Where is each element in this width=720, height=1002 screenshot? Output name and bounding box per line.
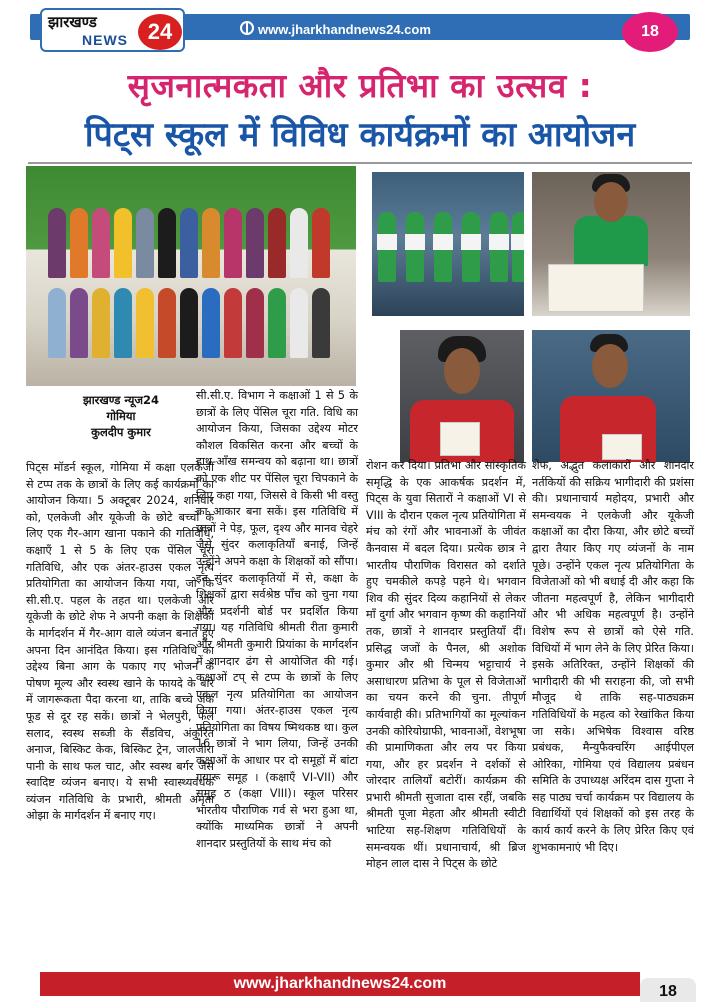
logo-text-news: NEWS [82,32,128,48]
photo-girl-with-umbrella-drawing [400,330,524,462]
globe-icon [240,21,254,35]
byline-author: कुलदीप कुमार [91,425,151,439]
masthead [0,8,720,48]
logo-text-hindi: झारखण्ड [48,13,97,31]
newspaper-logo[interactable] [40,8,185,52]
byline [26,392,216,440]
footer-website-link[interactable]: www.jharkhandnews24.com [233,975,447,992]
article-column-1: पिट्स मॉडर्न स्कूल, गोमिया में कक्षा एलकेजी से टप्प तक के छात्रों के लिए कई कार्यक्रमों का आयोजन किया। 5 अक्टूबर 2024, शनिवार को, एलकेजी और यूकेजी के छोटे बच्चों के लिए एक गैर-आग खाना पकाने की गतिविधि, कक्षाएँ 1 से 5 के लिए एक पेंसिल चूरा गतिविधि, और एक अंतर-हाउस एकल नृत्य प्रतियोगिता का आयोजन किया गया, जो कि सी.सी.ए. पहल के तहत था। एलकेजी और यूकेजी के छोटे शेफ ने अपनी कक्षा के शिक्षकों के मार्गदर्शन में गैर-आग वाले व्यंजन बनाते हुए अपना दिन आनंदित किया। इस गतिविधि का उद्देश्य बिना आग के पकाए गए भोजन के पोषण मूल्य और स्वस्थ खाने के फायदे के बारे में जागरूकता पैदा करना था, ताकि बच्चे जंक फूड से दूर रह सकें। छात्रों ने भेलपुरी, फल सलाद, स्वस्थ सब्जी के सैंडविच, अंकुरित अनाज, बिस्किट केक, बिस्किट ट्रेन, जालजीरा पानी के साथ फल चाट, और स्वस्थ बर्गर जैसे स्वादिष्ट व्यंजन बनाए। ये सभी स्वास्थ्यवर्धक व्यंजन गतिविधि के प्रभारी, श्रीमती अमृता ओझा के मार्गदर्शन में बनाए गए। [26,461,214,823]
footer-page-number: 18 [640,978,696,1002]
article-column-3: रोशन कर दिया। प्रतिभा और सांस्कृतिक समृद्धि के एक आकर्षक प्रदर्शन में, पिट्स के युवा सितारों ने कक्षाओं VI से VIII के दौरान एकल नृत्य प्रतियोगिता में मंच को रंगों और भावनाओं के जीवंत कैनवास में बदल दिया। प्रत्येक छात्र ने भारतीय पौराणिक विरासत को दर्शाते हुए चमकीले कपड़े पहने थे। भगवान शिव की सुंदर दिव्य कहानियों से लेकर माँ दुर्गा और भगवान कृष्ण की कहानियों तक, छात्रों ने शानदार प्रस्तुतियाँ दीं। प्रसिद्ध जजों के पैनल, श्री अशोक कुमार और श्री चिन्मय भट्टाचार्य ने असाधारण प्रतिभा के पूल से विजेताओं का चयन करने की चुना. तीपूर्ण कार्यवाही की। प्रतिभागियों का मूल्यांकन उनकी कोरियोग्राफी, भावनाओं, वेशभूषा की प्रामाणिकता और लय पर किया गया, और हर प्रदर्शन ने दर्शकों से जोरदार तालियाँ बटोरीं। कार्यक्रम की प्रभारी श्रीमती सुजाता दास रहीं, जबकि श्रीमती पूजा मेहता और श्रीमती स्वीटी भाटिया सह-शिक्षण गतिविधियों के समन्वयक थीं। प्रधानाचार्य, श्री ब्रिज मोहन लाल दास ने पिट्स के छोटे [366,459,526,871]
byline-place: गोमिया [106,409,136,423]
article-column-4: शेफ, अद्भुत कलाकारों और शानदार नर्तकियों की सक्रिय भागीदारी की प्रशंसा की। प्रधानाचार्य महोदय, प्रभारी और समन्वयक ने एलकेजी और यूकेजी कक्षाओं का दौरा किया, और छोटे बच्चों द्वारा तैयार किए गए व्यंजनों के नाम पूछे। उन्होंने एकल नृत्य प्रतियोगिता के विजेताओं को भी बधाई दी और कहा कि जीतना महत्वपूर्ण है, लेकिन भागीदारी और भी अधिक महत्वपूर्ण है। उन्होंने विशेष रूप से छात्रों को ऐसे गति. विधियों में भाग लेने के लिए प्रेरित किया। इसके अतिरिक्त, उन्होंने शिक्षकों की भागीदारी की भी सराहना की, जो सभी मौजूद थे ताकि सह-पाठ्यक्रम गतिविधियों के महत्व को रेखांकित किया जा सके। अभिषेक विश्वास वरिष्ठ प्रबंधक, मैन्युफैक्चरिंग आईपीएल ओरिका, गोमिया एवं विद्यालय प्रबंधन समिति के उपाध्यक्ष अरिंदम दास गुप्ता ने सह पाठ्य चर्चा कार्यक्रम पर विद्यालय के विद्यार्थियों एवं शिक्षकों को इस तरह के कार्य कार्य करने के लिए प्रेरित किए एवं शुभकामनाएं भी दिए। [532,459,694,854]
headline-line-2: पिट्स स्कूल में विविध कार्यक्रमों का आयोजन [84,115,636,155]
footer-bar [40,972,640,996]
group-photo-teachers-students [26,166,356,386]
photo-boy-with-peacock-drawing [532,172,690,316]
article-column-2: सी.सी.ए. विभाग ने कक्षाओं 1 से 5 के छात्रों के लिए पेंसिल चूरा गति. विधि का आयोजन किया, जिसका उद्देश्य मोटर कौशल विकसित करना और बच्चों के हाथ-आँख समन्वय को बढ़ाना था। छात्रों को एक शीट पर पेंसिल चूरा चिपकाने के लिए कहा गया, जिससे वे किसी भी वस्तु का आकार बना सकें। इस गतिविधि में छात्रों ने पेड़, फूल, दृश्य और मानव चेहरे जैसे सुंदर कलाकृतियाँ बनाई, जिन्हें उन्होंने अपने कक्षा के शिक्षकों को सौंपा। इन सुंदर कलाकृतियों में से, कक्षा के शिक्षकों द्वारा सर्वश्रेष्ठ पाँच को चुना गया और प्रदर्शनी बोर्ड पर प्रदर्शित किया गया। यह गतिविधि श्रीमती रीता कुमारी और श्रीमती कुमारी प्रियांका के मार्गदर्शन में शानदार ढंग से आयोजित की गई। कक्षाओं टप् से टप्प के छात्रों के लिए एकल नृत्य प्रतियोगिता का आयोजन किया गया। अंतर-हाउस एकल नृत्य प्रतियोगिता का विषय ष्मिथकष्ठ था। कुल 16 छात्रों ने भाग लिया, जिन्हें उनकी कक्षाओं के आधार पर दो समूहों में बांटा गयारू समूह । (कक्षाएँ VI-VII) और समूह ठ (कक्षा VIII)। स्कूल परिसर भारतीय पौराणिक गर्व से भरा हुआ था, क्योंकि माध्यमिक छात्रों ने अपनी शानदार प्रस्तुतियों के साथ मंच को [196,389,358,851]
photo-kids-holding-artwork [372,172,524,316]
byline-source: झारखण्ड न्यूज24 [83,393,159,407]
headline-divider [28,162,692,164]
photo-boy-with-artwork [532,330,690,462]
logo-number: 24 [138,14,182,50]
headline-line-1: सृजनात्मकता और प्रतिभा का उत्सव : [127,66,593,105]
header-website-link[interactable]: www.jharkhandnews24.com [258,22,431,37]
page-number-badge: 18 [622,12,678,52]
